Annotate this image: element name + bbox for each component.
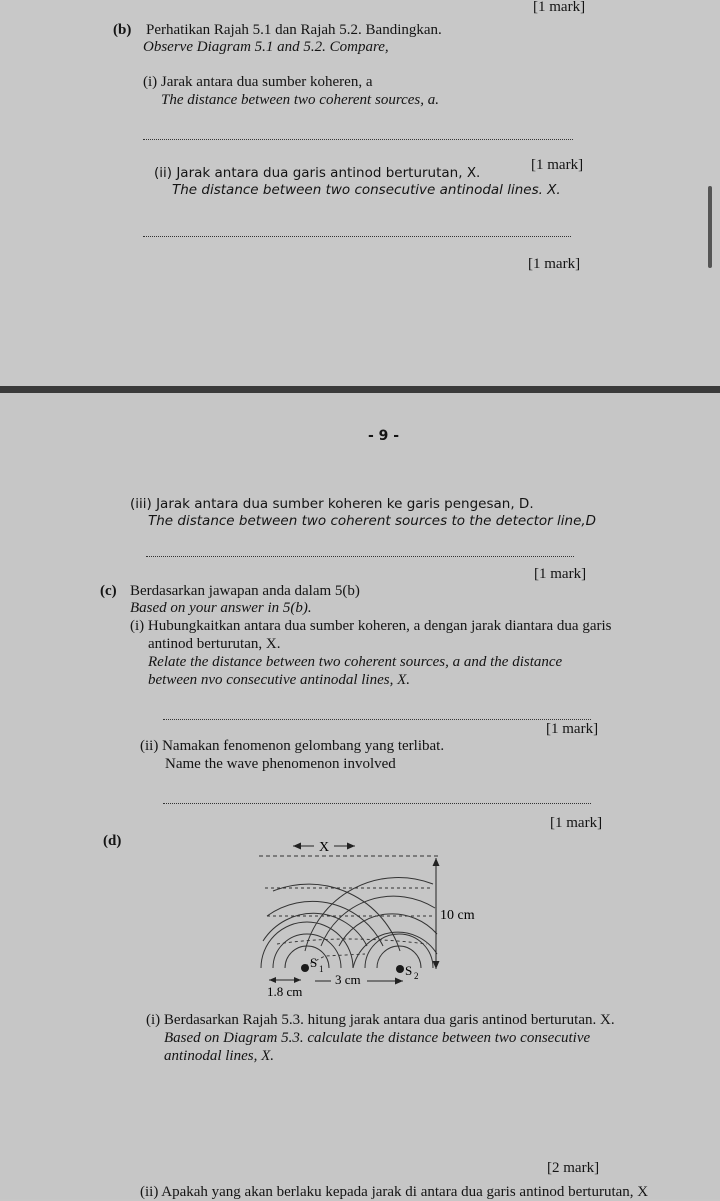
question-b-iii-en: The distance between two coherent sources to the detector line,D (148, 513, 597, 529)
mark-label: [2 mark] (547, 1160, 600, 1176)
small-distance-label: 1.8 cm (267, 984, 303, 999)
s1-label: S (310, 955, 318, 970)
question-b-instruction: Perhatikan Rajah 5.1 dan Rajah 5.2. Bandingkan. (146, 22, 442, 38)
question-d-ii: (ii) Apakah yang akan berlaku kepada jarak di antara dua garis antinod berturutan, X (140, 1184, 649, 1200)
small-arrow-head-right (294, 977, 301, 983)
separation-label: 3 cm (335, 972, 361, 987)
scrollbar[interactable] (708, 186, 712, 268)
wavefront (321, 896, 435, 946)
interference-diagram (255, 836, 495, 1002)
wavefront (339, 914, 437, 946)
small-arrow-head-left (269, 977, 276, 983)
source-s2 (396, 965, 404, 973)
page-divider (0, 386, 720, 393)
s1-subscript: 1 (319, 964, 324, 974)
mark-label: [1 mark] (533, 0, 586, 15)
question-d-i: (i) Berdasarkan Rajah 5.3. hitung jarak antara dua garis antinod berturutan. X. (146, 1012, 615, 1028)
page-number: - 9 - (368, 428, 400, 444)
question-c-instruction: Berdasarkan jawapan anda dalam 5(b) (130, 583, 360, 599)
question-d-label: (d) (103, 833, 122, 849)
question-b-i-en: The distance between two coherent sources, a. (161, 92, 439, 108)
answer-line-c-ii (163, 803, 591, 804)
question-b-label: (b) (113, 22, 132, 38)
answer-line-b-iii (146, 556, 574, 557)
mark-label: [1 mark] (550, 815, 603, 831)
distance-arrow-head-top (433, 858, 440, 866)
answer-line-b-ii (143, 236, 571, 237)
answer-line-b-i (143, 139, 573, 140)
question-b-instruction-en: Observe Diagram 5.1 and 5.2. Compare, (143, 39, 389, 55)
mark-label: [1 mark] (531, 157, 584, 173)
mark-label: [1 mark] (528, 256, 581, 272)
question-c-i-cont: antinod berturutan, X. (148, 636, 281, 652)
antinodal-line (277, 939, 427, 944)
mark-label: [1 mark] (534, 566, 587, 582)
wavefronts-s1 (261, 884, 400, 968)
question-d-i-en: Based on Diagram 5.3. calculate the distance between two consecutive (164, 1030, 591, 1046)
question-d-i-en-cont: antinodal lines, X. (164, 1048, 274, 1064)
s2-subscript: 2 (414, 971, 419, 981)
answer-line-c-i (163, 719, 591, 720)
question-c-ii: (ii) Namakan fenomenon gelombang yang terlibat. (140, 738, 445, 754)
question-c-i: (i) Hubungkaitkan antara dua sumber koheren, a dengan jarak diantara dua garis (130, 618, 612, 634)
question-c-ii-en: Name the wave phenomenon involved (165, 756, 396, 772)
x-arrow-head-left (293, 843, 301, 850)
s2-label: S (405, 963, 413, 978)
question-b-i: (i) Jarak antara dua sumber koheren, a (143, 74, 373, 90)
question-b-ii: (ii) Jarak antara dua garis antinod berturutan, X. (154, 165, 481, 181)
mark-label: [1 mark] (546, 721, 599, 737)
question-c-instruction-en: Based on your answer in 5(b). (130, 600, 312, 616)
x-arrow-head-right (347, 843, 355, 850)
source-s1 (301, 964, 309, 972)
question-b-iii: (iii) Jarak antara dua sumber koheren ke garis pengesan, D. (130, 496, 534, 512)
question-b-ii-en: The distance between two consecutive antinodal lines. X. (172, 182, 561, 198)
separation-arrow-head (395, 978, 403, 985)
x-label: X (318, 840, 330, 855)
question-c-i-en-cont: between nvo consecutive antinodal lines, X. (148, 672, 411, 688)
distance-arrow-head-bottom (433, 961, 440, 969)
question-c-label: (c) (100, 583, 117, 599)
question-c-i-en: Relate the distance between two coherent sources, a and the distance (148, 654, 563, 670)
distance-label: 10 cm (440, 908, 475, 923)
